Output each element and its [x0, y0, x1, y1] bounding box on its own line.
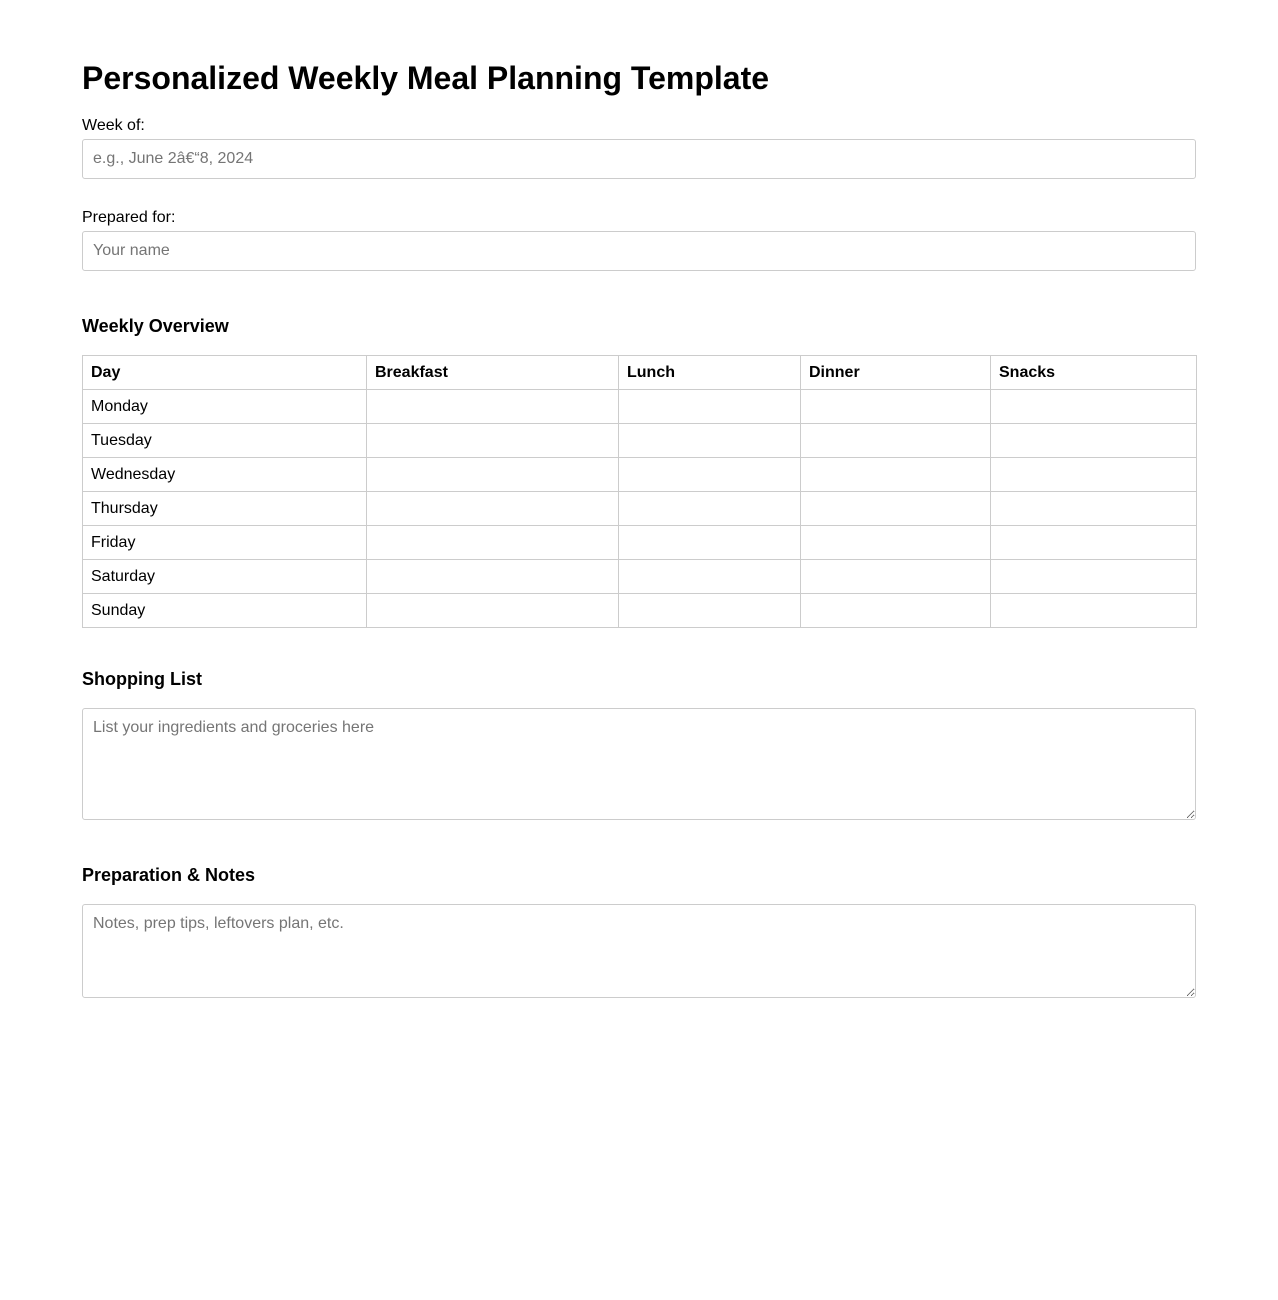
lunch-cell[interactable] [619, 526, 801, 560]
table-row [83, 424, 1197, 458]
day-cell: Monday [83, 390, 367, 424]
snacks-cell[interactable] [991, 492, 1197, 526]
dinner-cell[interactable] [801, 594, 991, 628]
snacks-cell[interactable] [991, 424, 1197, 458]
table-row [83, 390, 1197, 424]
table-row [83, 560, 1197, 594]
snacks-cell[interactable] [991, 560, 1197, 594]
weekly-overview-heading: Weekly Overview [82, 316, 229, 336]
lunch-cell[interactable] [619, 594, 801, 628]
breakfast-cell[interactable] [367, 526, 619, 560]
column-header-dinner: Dinner [801, 356, 991, 390]
day-cell: Friday [83, 526, 367, 560]
breakfast-cell[interactable] [367, 560, 619, 594]
table-header-row [83, 356, 1197, 390]
weekly-overview-table [82, 355, 1197, 628]
lunch-cell[interactable] [619, 492, 801, 526]
lunch-cell[interactable] [619, 424, 801, 458]
dinner-cell[interactable] [801, 424, 991, 458]
dinner-cell[interactable] [801, 492, 991, 526]
table-row [83, 492, 1197, 526]
preparation-notes-textarea[interactable] [82, 904, 1196, 998]
shopping-list-textarea[interactable] [82, 708, 1196, 820]
day-cell: Thursday [83, 492, 367, 526]
day-cell: Wednesday [83, 458, 367, 492]
column-header-snacks: Snacks [991, 356, 1197, 390]
breakfast-cell[interactable] [367, 458, 619, 492]
breakfast-cell[interactable] [367, 492, 619, 526]
column-header-lunch: Lunch [619, 356, 801, 390]
breakfast-cell[interactable] [367, 594, 619, 628]
lunch-cell[interactable] [619, 560, 801, 594]
prepared-for-input[interactable] [82, 231, 1196, 271]
week-of-label: Week of: [82, 117, 145, 134]
dinner-cell[interactable] [801, 458, 991, 492]
breakfast-cell[interactable] [367, 424, 619, 458]
column-header-breakfast: Breakfast [367, 356, 619, 390]
week-of-input[interactable] [82, 139, 1196, 179]
table-row [83, 526, 1197, 560]
dinner-cell[interactable] [801, 526, 991, 560]
shopping-list-heading: Shopping List [82, 669, 202, 689]
page-title: Personalized Weekly Meal Planning Template [82, 60, 770, 96]
snacks-cell[interactable] [991, 526, 1197, 560]
lunch-cell[interactable] [619, 458, 801, 492]
snacks-cell[interactable] [991, 390, 1197, 424]
table-row [83, 594, 1197, 628]
day-cell: Sunday [83, 594, 367, 628]
day-cell: Saturday [83, 560, 367, 594]
snacks-cell[interactable] [991, 594, 1197, 628]
snacks-cell[interactable] [991, 458, 1197, 492]
breakfast-cell[interactable] [367, 390, 619, 424]
dinner-cell[interactable] [801, 390, 991, 424]
day-cell: Tuesday [83, 424, 367, 458]
dinner-cell[interactable] [801, 560, 991, 594]
column-header-day: Day [83, 356, 367, 390]
prepared-for-label: Prepared for: [82, 209, 176, 226]
lunch-cell[interactable] [619, 390, 801, 424]
preparation-notes-heading: Preparation & Notes [82, 865, 256, 885]
table-row [83, 458, 1197, 492]
